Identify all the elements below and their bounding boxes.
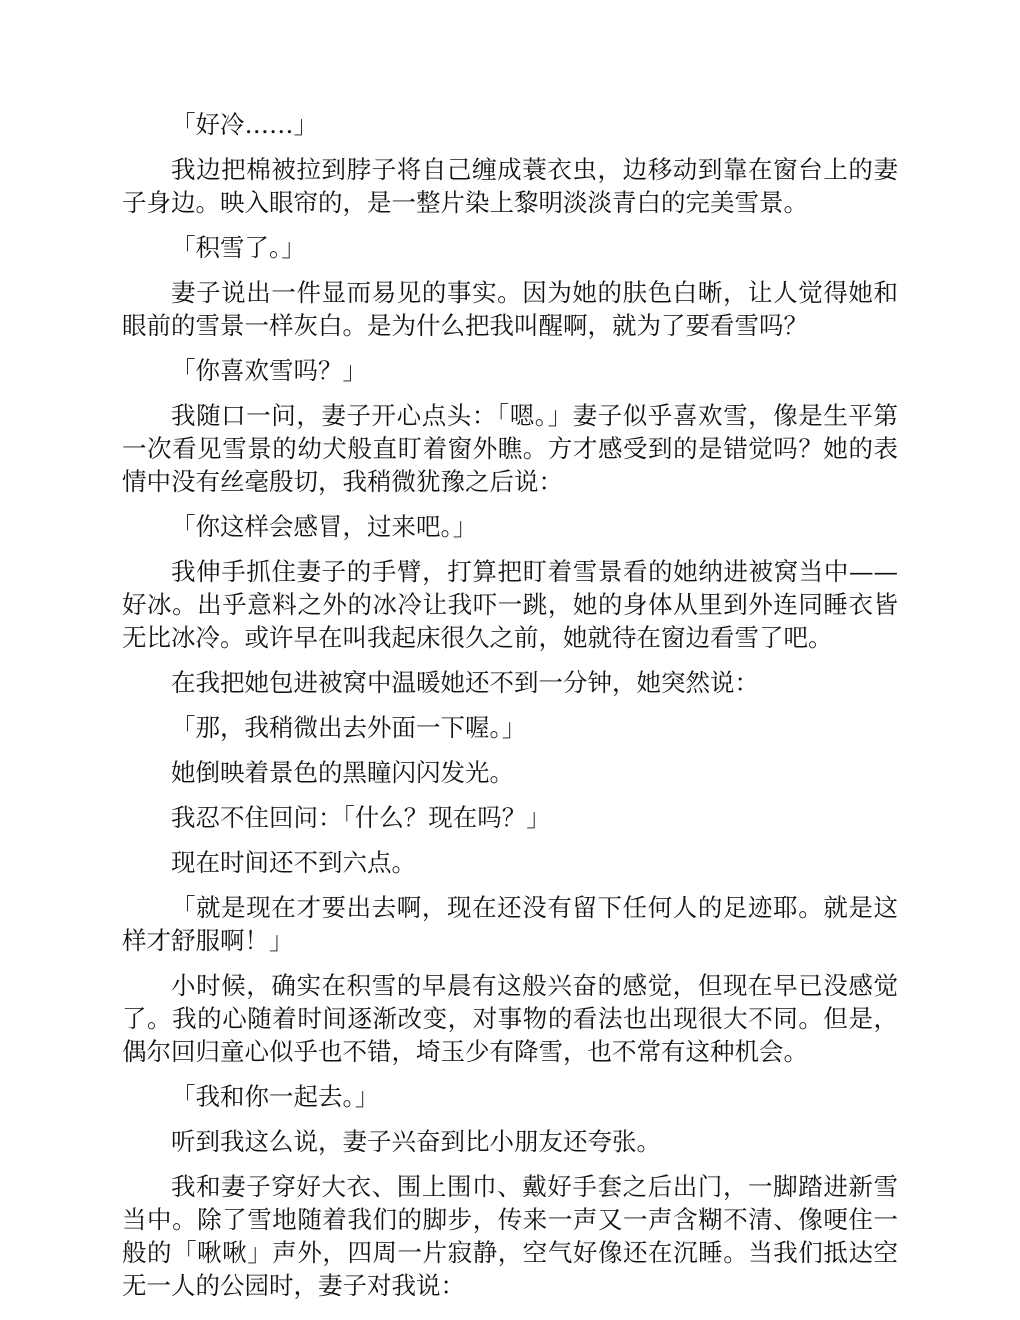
- paragraph: 我忍不住回问：「什么？现在吗？」: [171, 803, 551, 832]
- paragraph: 我和妻子穿好大衣、围上围巾、戴好手套之后出门，一脚踏进新雪当中。除了雪地随着我们的脚步，传来一声又一声含糊不清、像哽住一般的「啾啾」声外，四周一片寂静，空气好像还在沉睡。当我们抵达空无一人的公园时，妻子对我说：: [122, 1172, 898, 1300]
- paragraph: 「好冷……」: [171, 110, 318, 139]
- paragraph: 小时候，确实在积雪的早晨有这般兴奋的感觉，但现在早已没感觉了。我的心随着时间逐渐改变，对事物的看法也出现很大不同。但是，偶尔回归童心似乎也不错，埼玉少有降雪，也不常有这种机会。: [122, 971, 898, 1066]
- paragraph: 我伸手抓住妻子的手臂，打算把盯着雪景看的她纳进被窝当中——好冰。出乎意料之外的冰冷让我吓一跳，她的身体从里到外连同睡衣皆无比冰冷。或许早在叫我起床很久之前，她就待在窗边看雪了吧。: [122, 557, 898, 652]
- paragraph: 「你喜欢雪吗？」: [171, 356, 367, 385]
- paragraph: 现在时间还不到六点。: [171, 848, 416, 877]
- paragraph: 「我和你一起去。」: [171, 1082, 380, 1111]
- document-page: [122, 108, 898, 1314]
- paragraph: 妻子说出一件显而易见的事实。因为她的肤色白晰，让人觉得她和眼前的雪景一样灰白。是为什么把我叫醒啊，就为了要看雪吗？: [122, 278, 898, 340]
- paragraph: 我边把棉被拉到脖子将自己缠成蓑衣虫，边移动到靠在窗台上的妻子身边。映入眼帘的，是一整片染上黎明淡淡青白的完美雪景。: [122, 155, 898, 217]
- paragraph: 我随口一问，妻子开心点头：「嗯。」妻子似乎喜欢雪，像是生平第一次看见雪景的幼犬般直盯着窗外瞧。方才感受到的是错觉吗？她的表情中没有丝毫殷切，我稍微犹豫之后说：: [122, 401, 898, 496]
- paragraph: 「那，我稍微出去外面一下喔。」: [171, 713, 527, 742]
- paragraph: 在我把她包进被窝中温暖她还不到一分钟，她突然说：: [171, 668, 759, 697]
- paragraph: 「就是现在才要出去啊，现在还没有留下任何人的足迹耶。就是这样才舒服啊！」: [122, 893, 898, 955]
- paragraph: 「你这样会感冒，过来吧。」: [171, 512, 478, 541]
- paragraph: 听到我这么说，妻子兴奋到比小朋友还夸张。: [171, 1127, 661, 1156]
- paragraph: 「积雪了。」: [171, 233, 306, 262]
- paragraph: 她倒映着景色的黑瞳闪闪发光。: [171, 758, 514, 787]
